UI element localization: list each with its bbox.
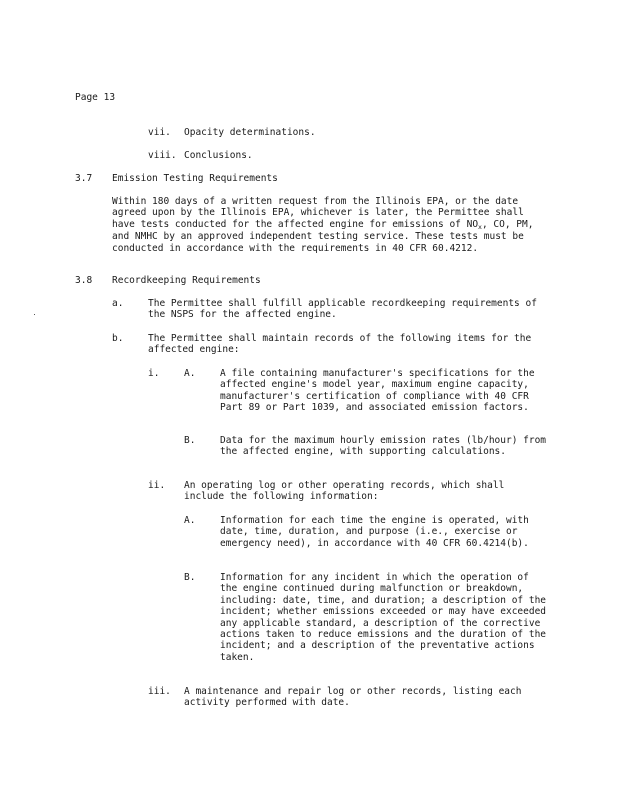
item-text-b: The Permittee shall maintain records of the following items for the affected engine: <box>148 333 537 356</box>
nox-subscript: x <box>478 222 482 231</box>
subitem-text-ii-B: Information for any incident in which the operation of the engine continued during malfunction or breakdown, including: date, time, and duration; a description of the incident; whether emissions exceeded or may have exceeded any applicable standard, a description of the corrective actions taken to reduce emissions and the duration of the incident; and a description of the preventative actions taken. <box>220 572 552 663</box>
section-heading-3-8: Recordkeeping Requirements <box>112 275 261 286</box>
subitem-text-i-B: Data for the maximum hourly emission rates (lb/hour) from the affected engine, with supporting calculations. <box>220 435 552 458</box>
section-number-3-8: 3.8 <box>75 275 93 286</box>
subitem-text-ii-A: Information for each time the engine is operated, with date, time, duration, and purpose (i.e., exercise or emergency need), in accordance with 40 CFR 60.4214(b). <box>220 515 535 549</box>
subitem-label-ii-B: B. <box>184 572 196 583</box>
list-label-vii: vii. <box>148 127 171 138</box>
section-body-3-7 <box>112 196 550 254</box>
section-heading-3-7: Emission Testing Requirements <box>112 173 278 184</box>
item-text-iii: A maintenance and repair log or other records, listing each activity performed with date. <box>184 686 528 709</box>
subitem-label-i-B: B. <box>184 435 196 446</box>
section-body-3-7-part2: , CO, PM, and NMHC by an approved independent testing service. These tests must be conducted in accordance with the requirements in 40 CFR 60.4212. <box>112 218 540 254</box>
list-label-viii: viii. <box>148 150 177 161</box>
list-text-viii: Conclusions. <box>184 150 253 161</box>
item-label-ii: ii. <box>148 480 166 491</box>
item-label-a: a. <box>112 298 124 309</box>
item-label-b: b. <box>112 333 124 344</box>
page-number: Page 13 <box>75 92 116 103</box>
subitem-text-i-A: A file containing manufacturer's specifications for the affected engine's model year, maximum engine capacity, manufacturer's certification of compliance with 40 CFR Part 89 or Part 1039, and associated emission factors. <box>220 368 541 414</box>
item-text-a: The Permittee shall fulfill applicable recordkeeping requirements of the NSPS for the affected engine. <box>148 298 543 321</box>
section-number-3-7: 3.7 <box>75 173 93 184</box>
list-text-vii: Opacity determinations. <box>184 127 316 138</box>
subitem-label-i-A: A. <box>184 368 196 379</box>
subitem-label-ii-A: A. <box>184 515 196 526</box>
item-label-iii: iii. <box>148 686 171 697</box>
scan-speck <box>34 314 35 315</box>
item-text-ii: An operating log or other operating records, which shall include the following information: <box>184 480 511 503</box>
item-label-i: i. <box>148 368 160 379</box>
section-body-3-7-part1: Within 180 days of a written request from the Illinois EPA, or the date agreed upon by the Illinois EPA, whichever is later, the Permittee shall have tests conducted for the affected engine for emissions of NO <box>112 196 530 230</box>
